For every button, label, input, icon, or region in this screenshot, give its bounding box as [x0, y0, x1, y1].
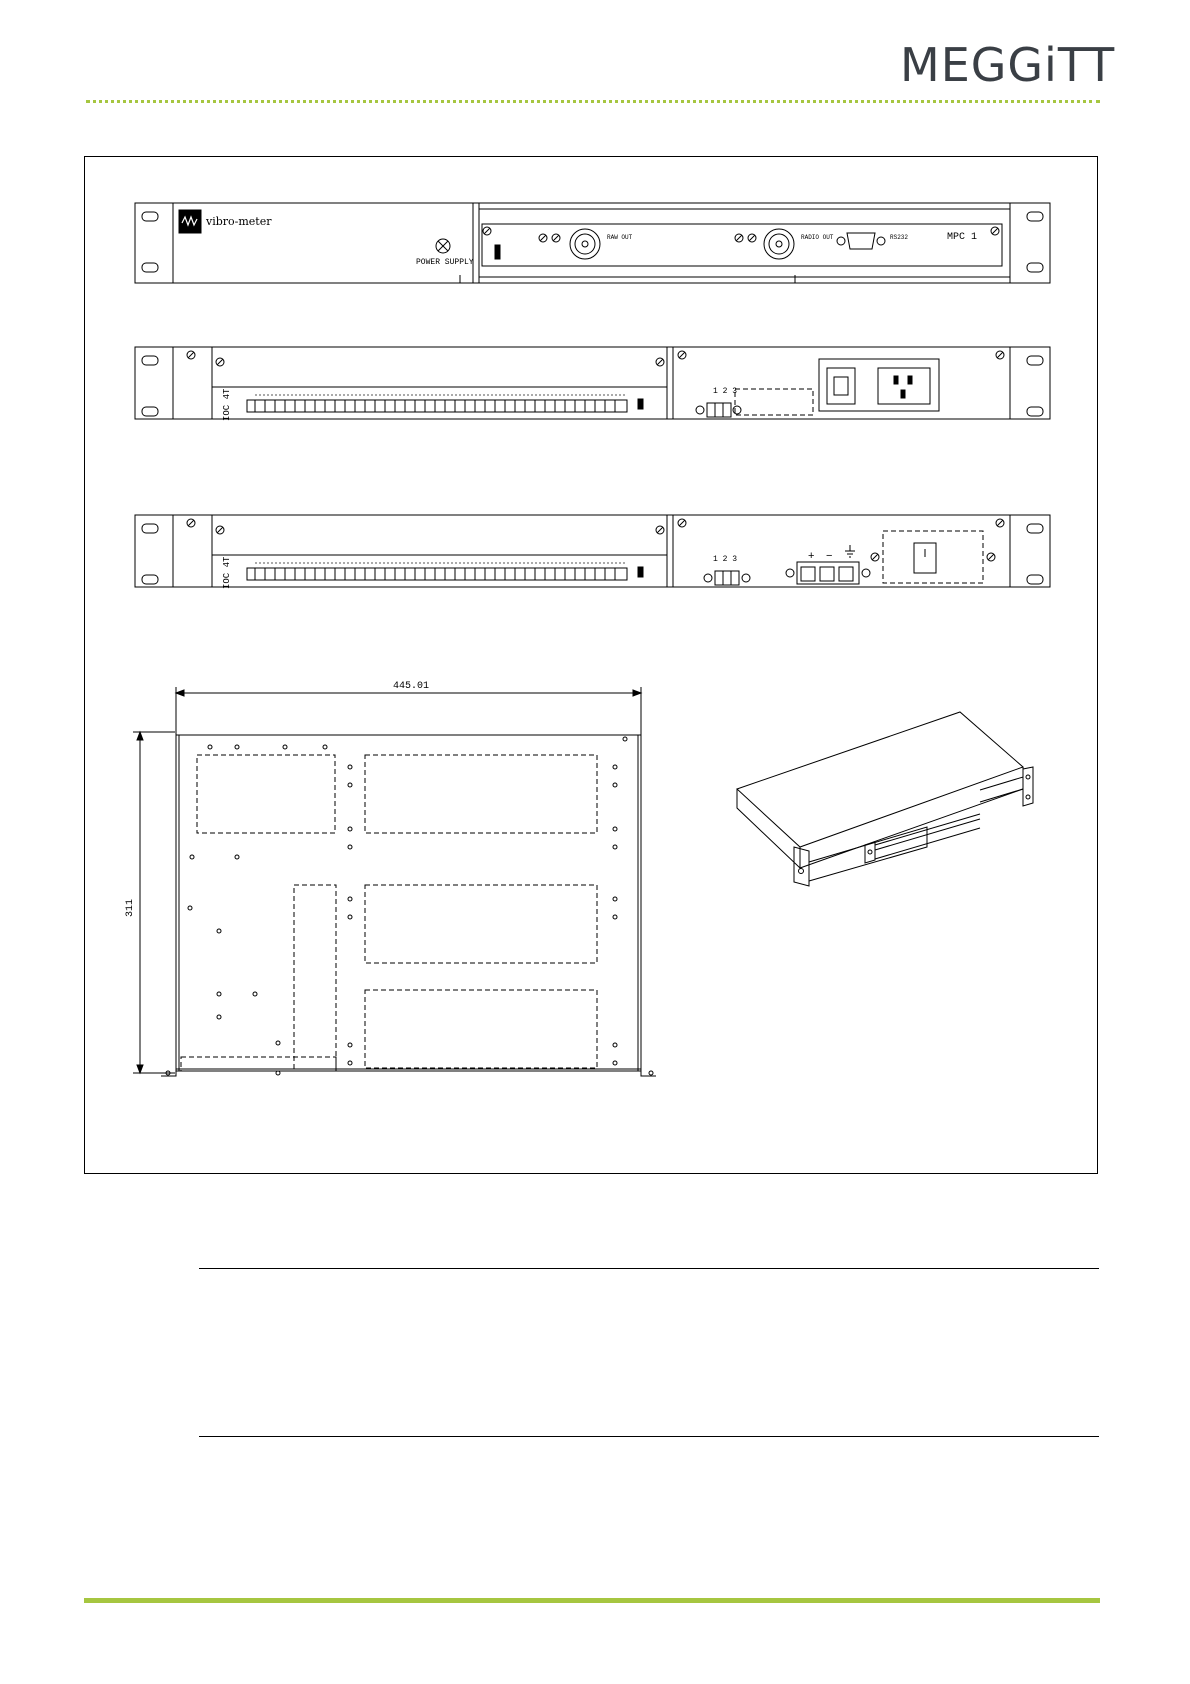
- rear-panel-ac-view: [135, 347, 1050, 421]
- drawing-frame: [84, 156, 1098, 1174]
- width-dimension: 445.01: [393, 681, 430, 692]
- brand-label: vibro-meter: [206, 215, 272, 228]
- front-panel-view: [135, 203, 1050, 283]
- ground-icon: [845, 545, 855, 557]
- mpc-label: MPC 1: [947, 232, 978, 243]
- mounting-holes: [166, 737, 653, 1075]
- terminal-strip-ac: [255, 400, 615, 412]
- section-rule-1: [199, 1268, 1099, 1269]
- depth-dimension: 311: [125, 898, 136, 917]
- company-logo: MEGGiTT: [900, 38, 1116, 92]
- radio-out-label: RADIO OUT: [801, 234, 834, 241]
- terminal-strip-dc: [255, 568, 615, 580]
- footer-accent-bar: [84, 1598, 1100, 1603]
- section-rule-2: [199, 1436, 1099, 1437]
- ioc-label-dc: IOC 4T: [222, 556, 232, 589]
- minus-label: −: [826, 550, 833, 562]
- relay-label-dc: 1 2 3: [713, 555, 738, 564]
- header-dotted-divider: [86, 100, 1100, 103]
- technical-drawing: [85, 157, 1099, 1175]
- relay-label-ac: 1 2 3: [713, 387, 738, 396]
- top-view-drawing: [125, 681, 656, 1076]
- module-slots: [181, 755, 597, 1071]
- isometric-view: [737, 712, 1033, 886]
- plus-label: +: [808, 550, 815, 562]
- power-supply-label: POWER SUPPLY: [416, 258, 474, 267]
- raw-out-label: RAW OUT: [607, 234, 633, 241]
- ioc-label-ac: IOC 4T: [222, 388, 232, 421]
- rs232-label: RS232: [890, 234, 909, 241]
- rear-panel-dc-view: [135, 515, 1050, 589]
